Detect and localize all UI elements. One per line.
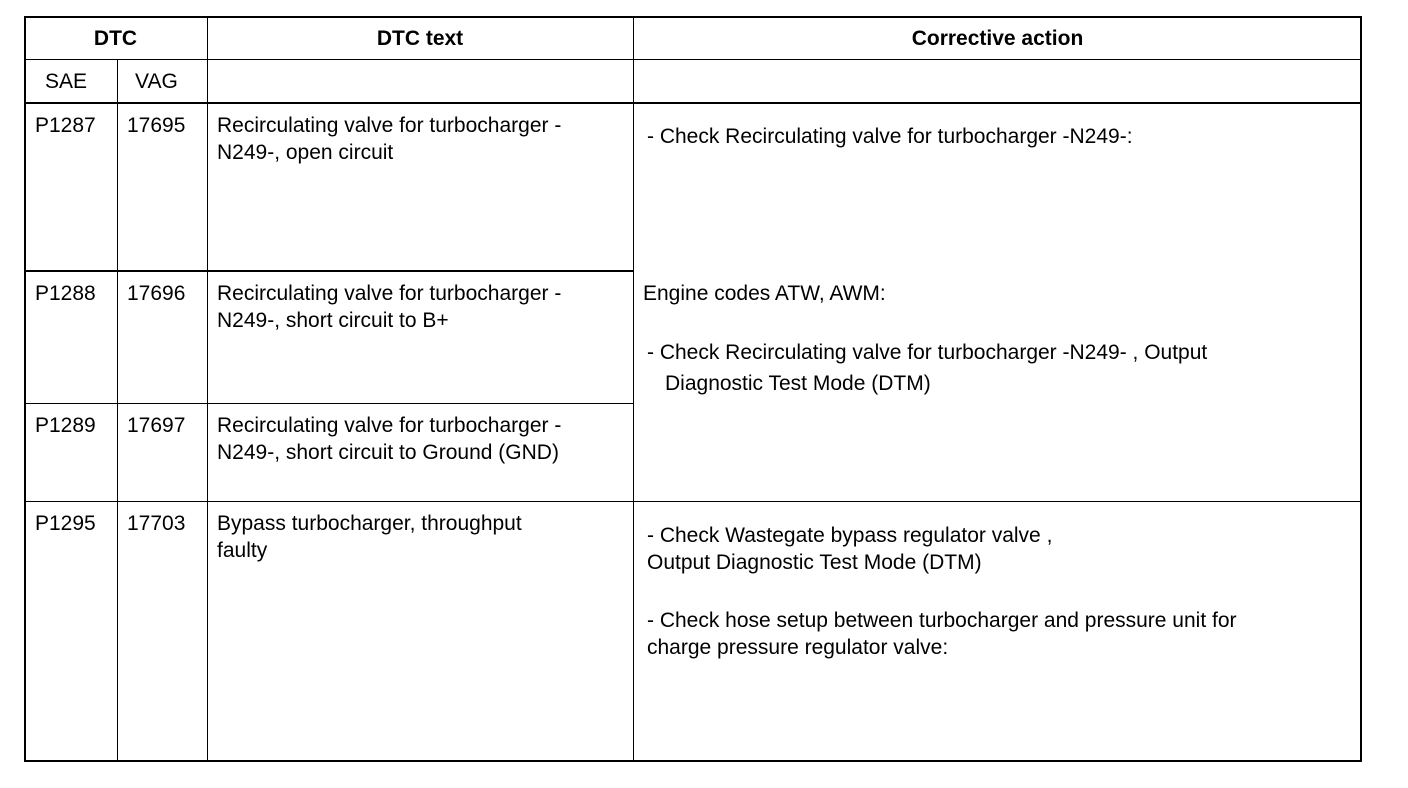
row-3-text-line1: Recirculating valve for turbocharger - [217, 414, 562, 437]
row-1-text-line2: N249-, open circuit [217, 141, 394, 164]
header-corrective-action: Corrective action [911, 27, 1084, 50]
row-2-text-line1: Recirculating valve for turbocharger - [217, 282, 562, 305]
row-3-vag: 17697 [127, 414, 186, 437]
action-1-engine-codes: Engine codes ATW, AWM: [643, 282, 886, 305]
row-2-text-line2: N249-, short circuit to B+ [217, 309, 449, 332]
row-4-vag: 17703 [127, 512, 186, 535]
col-divider-sae-vag [117, 60, 118, 762]
row-4-sae: P1295 [35, 512, 96, 535]
row-3-sae: P1289 [35, 414, 96, 437]
row-divider-subheader [24, 102, 1362, 104]
header-sae: SAE [45, 70, 88, 93]
action-2-check-wastegate-line2: Output Diagnostic Test Mode (DTM) [647, 551, 982, 574]
row-1-sae: P1287 [35, 114, 96, 137]
row-divider-3 [24, 501, 1362, 502]
header-dtc-text: DTC text [376, 27, 464, 50]
col-divider-action [633, 16, 634, 762]
action-2-check-wastegate-line1: - Check Wastegate bypass regulator valve , [647, 524, 1053, 547]
action-1-check-recirculating-valve: - Check Recirculating valve for turbocharger -N249-: [647, 125, 1133, 148]
row-1-text-line1: Recirculating valve for turbocharger - [217, 114, 562, 137]
row-divider-1 [24, 270, 634, 272]
action-1-check-output-line2: Diagnostic Test Mode (DTM) [665, 372, 931, 395]
row-2-vag: 17696 [127, 282, 186, 305]
col-divider-dtc-text [207, 16, 208, 762]
action-1-check-output-line1: - Check Recirculating valve for turbocharger -N249- , Output [647, 341, 1208, 364]
row-4-text-line2: faulty [217, 539, 268, 562]
header-dtc: DTC [93, 27, 138, 50]
row-divider-2 [24, 403, 634, 404]
header-vag: VAG [135, 70, 178, 93]
row-4-text-line1: Bypass turbocharger, throughput [217, 512, 522, 535]
action-2-check-hose-line1: - Check hose setup between turbocharger and pressure unit for [647, 609, 1237, 632]
row-3-text-line2: N249-, short circuit to Ground (GND) [217, 441, 559, 464]
row-divider-header [24, 59, 1362, 60]
row-1-vag: 17695 [127, 114, 186, 137]
row-2-sae: P1288 [35, 282, 96, 305]
action-2-check-hose-line2: charge pressure regulator valve: [647, 636, 949, 659]
